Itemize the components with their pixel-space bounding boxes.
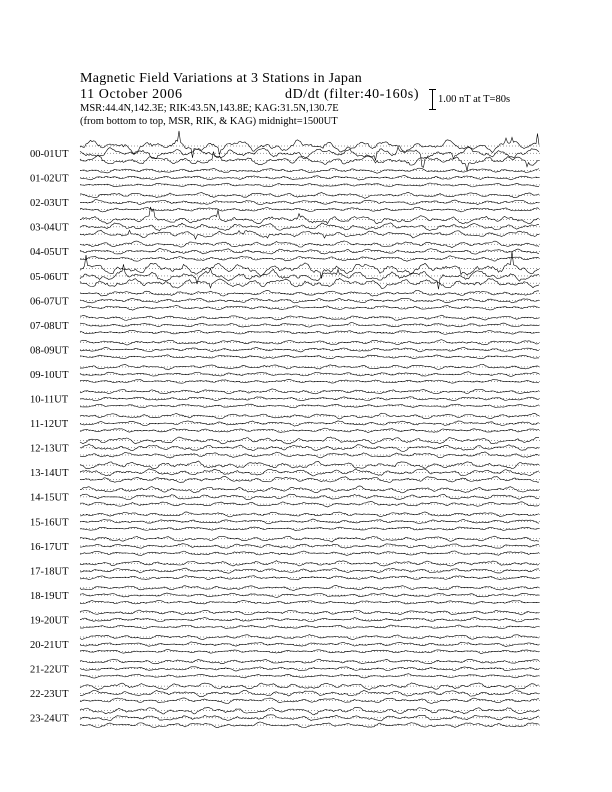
station-trace-msr xyxy=(80,625,539,629)
hour-label: 07-08UT xyxy=(30,320,69,332)
station-trace-kag xyxy=(80,536,539,542)
station-trace-msr xyxy=(80,576,539,580)
station-trace-kag xyxy=(80,437,539,444)
hour-label: 10-11UT xyxy=(30,394,69,406)
hour-label: 21-22UT xyxy=(30,664,69,676)
hour-label: 16-17UT xyxy=(30,541,69,553)
hour-label: 03-04UT xyxy=(30,222,69,234)
station-trace-kag xyxy=(80,192,539,198)
hour-label: 06-07UT xyxy=(30,296,69,308)
station-trace-msr xyxy=(80,722,539,728)
hour-label: 19-20UT xyxy=(30,615,69,627)
hour-label: 05-06UT xyxy=(30,271,69,283)
station-trace-kag xyxy=(80,707,539,715)
station-trace-kag xyxy=(80,683,539,690)
station-trace-msr xyxy=(80,428,539,432)
station-coordinates: MSR:44.4N,142.3E; RIK:43.5N,143.8E; KAG:31.5N,130.7E xyxy=(80,103,339,114)
station-trace-msr xyxy=(80,230,539,239)
hour-label: 22-23UT xyxy=(30,689,69,701)
hour-label: 00-01UT xyxy=(30,149,69,160)
chart-title: Magnetic Field Variations at 3 Stations in Japan xyxy=(80,71,363,86)
hour-label: 18-19UT xyxy=(30,590,69,602)
station-trace-rik xyxy=(80,323,539,327)
chart-date: 11 October 2006 xyxy=(80,87,183,102)
station-trace-kag xyxy=(80,486,539,493)
scale-bar-label: 1.00 nT at T=80s xyxy=(438,94,511,105)
station-trace-rik xyxy=(80,421,539,426)
station-trace-kag xyxy=(80,610,539,615)
hour-label: 15-16UT xyxy=(30,517,69,529)
station-trace-kag xyxy=(80,251,539,278)
hour-label: 17-18UT xyxy=(30,566,69,578)
station-trace-msr xyxy=(80,256,539,261)
hour-label: 23-24UT xyxy=(30,713,69,725)
station-trace-msr xyxy=(80,698,539,704)
hour-label: 09-10UT xyxy=(30,369,69,381)
hour-label: 01-02UT xyxy=(30,173,69,185)
hour-label: 14-15UT xyxy=(30,492,69,504)
station-trace-rik xyxy=(80,568,539,573)
hour-label: 20-21UT xyxy=(30,640,69,651)
hour-label: 11-12UT xyxy=(30,419,69,431)
station-trace-kag xyxy=(80,340,539,345)
station-trace-rik xyxy=(80,715,539,721)
station-trace-kag xyxy=(80,461,539,469)
station-trace-rik xyxy=(80,544,539,549)
chart-filter: dD/dt (filter:40-160s) xyxy=(285,87,420,102)
station-trace-rik xyxy=(80,617,539,622)
station-order-note: (from bottom to top, MSR, RIK, & KAG) midnight=1500UT xyxy=(80,116,338,127)
hour-label: 12-13UT xyxy=(30,443,69,455)
hour-label: 02-03UT xyxy=(30,198,69,210)
hour-label: 04-05UT xyxy=(30,247,69,259)
station-trace-rik xyxy=(80,264,539,289)
station-trace-rik xyxy=(80,519,539,524)
station-trace-msr xyxy=(80,278,539,288)
hour-label: 13-14UT xyxy=(30,468,69,480)
station-trace-msr xyxy=(80,527,539,531)
hour-label: 08-09UT xyxy=(30,345,69,357)
